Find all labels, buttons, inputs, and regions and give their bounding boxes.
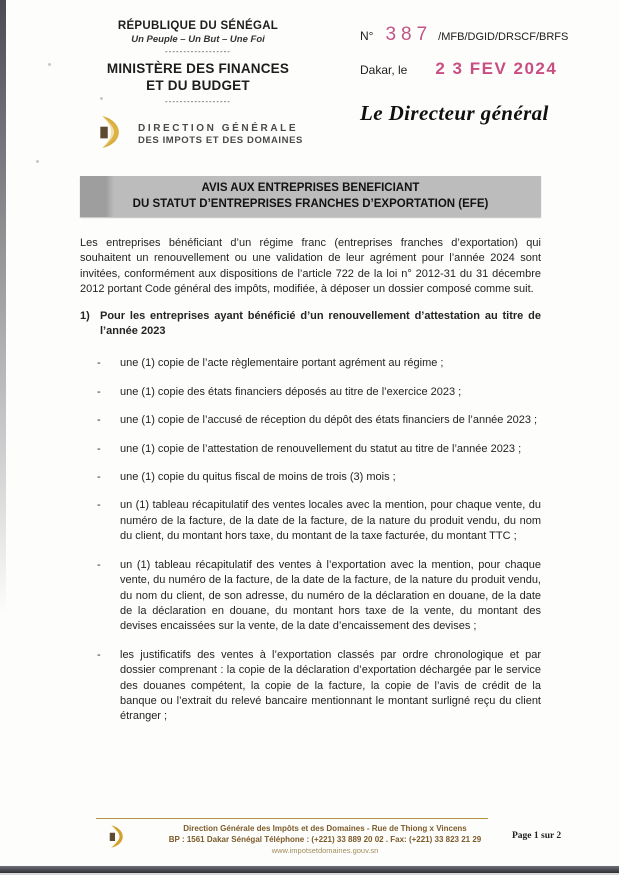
ministry-name-line2: ET DU BUDGET [146,77,250,93]
list-item [80,385,541,400]
bullet-dash: - [97,442,101,455]
bullet-dash: - [97,558,101,571]
bullet-text: une (1) copie de l’acte règlementaire portant agrément au régime ; [120,357,444,370]
numero-stamp: 387 [385,24,433,45]
place-label: Dakar, le [360,63,408,77]
republic-title: RÉPUBLIQUE DU SÉNÉGAL [117,20,279,32]
scan-speck [48,63,51,66]
separator-dashes: ------------------ [165,47,231,56]
bullet-dash: - [97,357,101,370]
dgid-wordmark [138,123,303,146]
separator-dashes: ------------------ [165,96,231,106]
list-item [80,470,541,485]
bullet-text: un (1) tableau récapitulatif des ventes locales avec la mention, pour chaque vente, du numéro de la facture, de la date de la facture, de la nature du produit vendu, du nom du client, du montant hors taxe, du montant de la taxe facturée, du montant TTC ; [120,499,541,543]
list-item [80,498,541,544]
list-item [80,648,541,725]
notice-title-line1: AVIS AUX ENTREPRISES BENEFICIANT [201,182,420,194]
requirements-list [80,356,541,724]
scan-edge-bottom [0,866,619,873]
footer-line1: Direction Générale des Impôts et des Domaines - Rue de Thiong x Vincens [183,824,467,833]
footer-address-block [150,824,500,855]
scan-edge-left [0,0,6,613]
numero-label: N° [360,29,374,43]
footer-dgid-logo-icon [106,823,130,855]
list-item [80,558,541,635]
reference-block [360,24,585,126]
national-motto: Un Peuple – Un But – Une Foi [131,34,265,45]
section-1-heading [80,309,541,340]
list-item [80,413,541,428]
ministry-name-line1: MINISTÈRE DES FINANCES [106,61,290,76]
list-item [80,442,541,457]
list-item [80,356,541,371]
reference-code: /MFB/DGID/DRSCF/BRFS [438,31,569,43]
notice-title-bar [80,176,541,217]
page-indicator: Page 1 sur 2 [512,831,562,841]
dgid-logo-block [78,115,318,154]
bullet-text: un (1) tableau récapitulatif des ventes à l’exportation avec la mention, pour chaque vente, du numéro de la facture, de la date de la facture, de la nature du produit vendu, du nom du client, de son adresse, du numéro de la déclaration en douane, de la date de la déclaration en douane, du montant hors taxe de la vente, du montant des devises encaissées sur la vente, de la date d’encaissement des devises ; [120,558,541,633]
bullet-text: une (1) copie du quitus fiscal de moins de trois (3) mois ; [120,471,396,484]
date-stamp: 2 3 FEV 2024 [435,59,558,78]
notice-title-line2: DU STATUT D’ENTREPRISES FRANCHES D’EXPORTATION (EFE) [132,198,489,211]
bullet-dash: - [97,471,101,484]
footer-line2: BP : 1561 Dakar Sénégal Téléphone : (+221) 33 889 20 02 . Fax: (+221) 33 823 21 29 [168,835,482,844]
bullet-dash: - [97,648,101,661]
bullet-dash: - [97,414,101,427]
scan-speck [36,160,39,163]
dgid-logo-icon [93,115,131,154]
intro-paragraph: Les entreprises bénéficiant d’un régime franc (entreprises franches d’exportation) qui souhaitent un renouvellement ou une validation de leur agrément pour l’année 2024 sont invitées, conformément aux dispositions de l’article 722 de la loi n° 2012-31 du 31 décembre 2012 portant Code général des impôts, modifiée, à déposer un dossier composé comme suit. [80,237,541,296]
footer-website: www.impotsetdomaines.gouv.sn [271,846,379,855]
letterhead [78,20,318,154]
document-body [80,236,541,738]
signatory-title: Le Directeur général [360,101,549,125]
bullet-text: une (1) copie de l’attestation de renouvellement du statut au titre de l’année 2023 ; [120,442,522,455]
section-1-number: 1) [80,309,90,322]
bullet-dash: - [97,499,101,512]
dgid-line2: DES IMPOTS ET DES DOMAINES [138,134,303,146]
bullet-text: les justificatifs des ventes à l’exportation classés par ordre chronologique et par dossier comprenant : la copie de la déclaration d’exportation déchargée par le service des douanes compétent, la copie de la facture, la copie de l’avis de crédit de la banque ou l’extrait du relevé bancaire mentionnant le montant surligné reçu du client étranger ; [120,648,541,723]
footer-rule [96,818,488,819]
dgid-line1: DIRECTION GÉNÉRALE [138,122,299,134]
bullet-text: une (1) copie de l’accusé de réception du dépôt des états financiers de l’année 2023 ; [120,414,538,427]
bullet-text: une (1) copie des états financiers déposés au titre de l’exercice 2023 ; [120,385,462,398]
bullet-dash: - [97,385,101,398]
section-1-heading-text: Pour les entreprises ayant bénéficié d’un renouvellement d’attestation au titre de l’année 2023 [100,309,541,338]
